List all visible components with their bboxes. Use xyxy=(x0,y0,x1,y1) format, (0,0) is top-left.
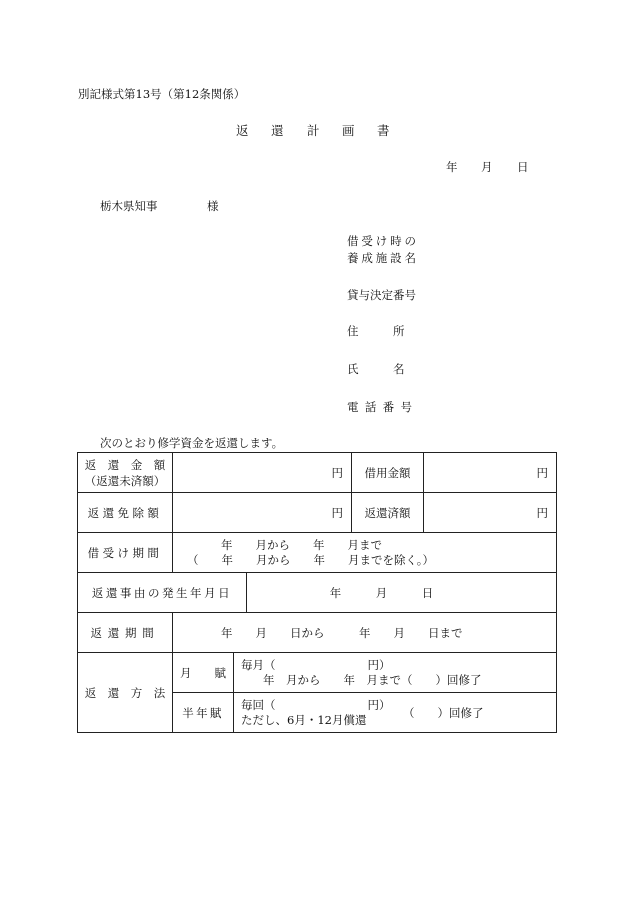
repayment-table xyxy=(77,452,557,733)
semiannual-field[interactable] xyxy=(234,693,557,733)
repay-method-label: 返 還 方 法 xyxy=(78,653,173,733)
yen-unit: 円 xyxy=(536,465,549,480)
yen-unit: 円 xyxy=(331,505,344,520)
title-char: 返 xyxy=(236,123,249,138)
name-label: 氏 名 xyxy=(347,362,405,376)
title-char: 還 xyxy=(271,123,284,138)
exempt-amount-label: 返還免除額 xyxy=(78,493,173,533)
yen-unit: 円 xyxy=(331,465,344,480)
date-month: 月 xyxy=(481,160,493,174)
reason-date-field[interactable]: 年 月 日 xyxy=(247,573,557,613)
loan-period-field[interactable] xyxy=(173,533,557,573)
intro-text: 次のとおり修学資金を返還します。 xyxy=(100,436,284,450)
loan-period-line2: （ 年 月から 年 月までを除く。） xyxy=(187,552,435,567)
date-day: 日 xyxy=(517,160,529,174)
title-char: 画 xyxy=(342,123,355,138)
loan-period-label: 借受け期間 xyxy=(78,533,173,573)
honorific: 様 xyxy=(207,199,219,213)
semiannual-label: 半年賦 xyxy=(173,693,234,733)
address-label: 住 所 xyxy=(347,324,405,338)
addressee: 栃木県知事 xyxy=(100,199,158,213)
monthly-label: 月 賦 xyxy=(173,653,234,693)
semiannual-line1: 毎回（ 円） xyxy=(241,697,391,712)
repay-amount-label-cell xyxy=(78,453,173,493)
date-year: 年 xyxy=(446,160,458,174)
repay-period-label: 返還期間 xyxy=(78,613,173,653)
title-char: 計 xyxy=(307,123,320,138)
loan-amount-label: 借用金額 xyxy=(352,453,424,493)
monthly-line1: 毎月（ 円） xyxy=(241,657,391,672)
phone-label: 電話番号 xyxy=(347,400,419,414)
title-char: 書 xyxy=(377,123,390,138)
facility-label-line2: 養成施設名 xyxy=(347,251,419,265)
repay-amount-sublabel: （返還未済額） xyxy=(84,473,166,488)
semiannual-line2: ただし、6月・12月償還 xyxy=(241,712,367,727)
exempt-amount-field[interactable] xyxy=(173,493,352,533)
loan-period-line1: 年 月から 年 月まで xyxy=(221,537,382,552)
repay-amount-label: 返 還 金 額 xyxy=(84,457,166,472)
repaid-amount-label: 返還済額 xyxy=(352,493,424,533)
repay-amount-field[interactable] xyxy=(173,453,352,493)
repay-period-field[interactable]: 年 月 日から 年 月 日まで xyxy=(173,613,557,653)
yen-unit: 円 xyxy=(536,505,549,520)
decision-number-label: 貸与決定番号 xyxy=(347,288,416,302)
monthly-field[interactable] xyxy=(234,653,557,693)
form-reference: 別記様式第13号（第12条関係） xyxy=(78,87,246,101)
reason-date-label: 返還事由の発生年月日 xyxy=(78,573,247,613)
repaid-amount-field[interactable] xyxy=(424,493,557,533)
semiannual-line2-row xyxy=(241,705,556,728)
semiannual-count: （ ）回修了 xyxy=(403,705,484,720)
monthly-line2: 年 月から 年 月まで（ ）回修了 xyxy=(263,672,482,687)
facility-label-line1: 借受け時の xyxy=(347,234,419,248)
loan-amount-field[interactable] xyxy=(424,453,557,493)
